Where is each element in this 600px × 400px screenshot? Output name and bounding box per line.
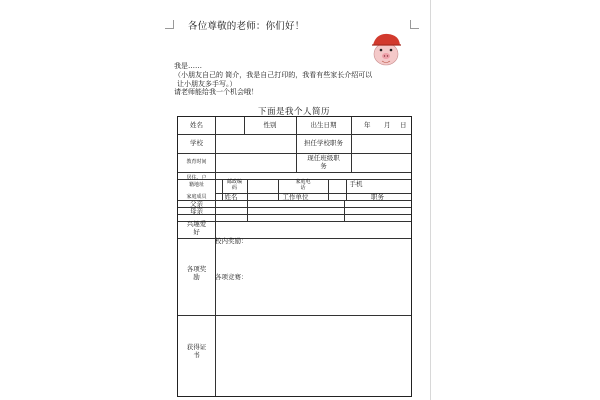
label-residence-1: 居住、户 <box>186 175 207 181</box>
label-competitions: 各项竞赛： <box>215 273 248 281</box>
label-member-post: 职务 <box>371 193 384 201</box>
intro-line-4: 请老师能给我一个机会哦！ <box>174 88 258 97</box>
label-family-members: 家庭成员 <box>186 194 207 200</box>
label-class-post-1: 现任班级职 <box>307 154 340 162</box>
label-certificates-2: 书 <box>193 351 200 359</box>
intro-line-2: （小朋友自己的 简介，我是自己打印的，我看有些家长介绍可以 <box>174 70 373 79</box>
label-school-awards: 校内奖励： <box>215 237 248 245</box>
label-gender: 性别 <box>263 121 277 129</box>
label-postcode-1: 邮政编 <box>226 179 242 185</box>
label-hobbies-1: 兴趣爱 <box>186 220 207 228</box>
intro-line-3: 让小朋友多手写。） <box>177 79 237 88</box>
label-work-unit: 工作单位 <box>282 193 309 201</box>
label-hobbies-2: 好 <box>193 228 200 236</box>
margin-mark-right <box>410 20 419 29</box>
label-member-name: 姓名 <box>224 193 238 201</box>
label-education-time: 教育时间 <box>186 159 207 165</box>
label-school: 学校 <box>190 139 203 147</box>
page-edge <box>430 0 431 400</box>
label-month: 月 <box>384 121 391 129</box>
label-postcode-2: 码 <box>231 185 237 191</box>
greeting-heading: 各位尊敬的老师：你们好！ <box>188 21 305 32</box>
label-name: 姓名 <box>190 121 203 129</box>
label-day: 日 <box>400 121 407 129</box>
label-awards-1: 各项奖 <box>186 265 207 273</box>
intro-line-1: 我是…… <box>174 62 202 70</box>
label-residence-2: 籍地址 <box>188 182 204 188</box>
cartoon-pig-icon <box>368 30 404 68</box>
label-mother: 母亲 <box>190 207 203 215</box>
label-awards-2: 励 <box>193 273 200 281</box>
label-home-phone-1: 家庭电 <box>295 179 311 185</box>
label-certificates-1: 获得证 <box>186 343 207 351</box>
label-school-post: 担任学校职务 <box>304 139 343 147</box>
margin-mark-left <box>165 20 174 29</box>
resume-form-table <box>177 116 412 397</box>
label-class-post-2: 务 <box>320 162 327 170</box>
label-father: 父亲 <box>190 200 203 208</box>
label-year: 年 <box>364 121 371 129</box>
label-birthdate: 出生日期 <box>310 121 337 129</box>
resume-table-title: 下面是我个人简历 <box>258 107 331 117</box>
label-mobile: 手机 <box>349 180 363 188</box>
label-home-phone-2: 话 <box>300 185 306 191</box>
